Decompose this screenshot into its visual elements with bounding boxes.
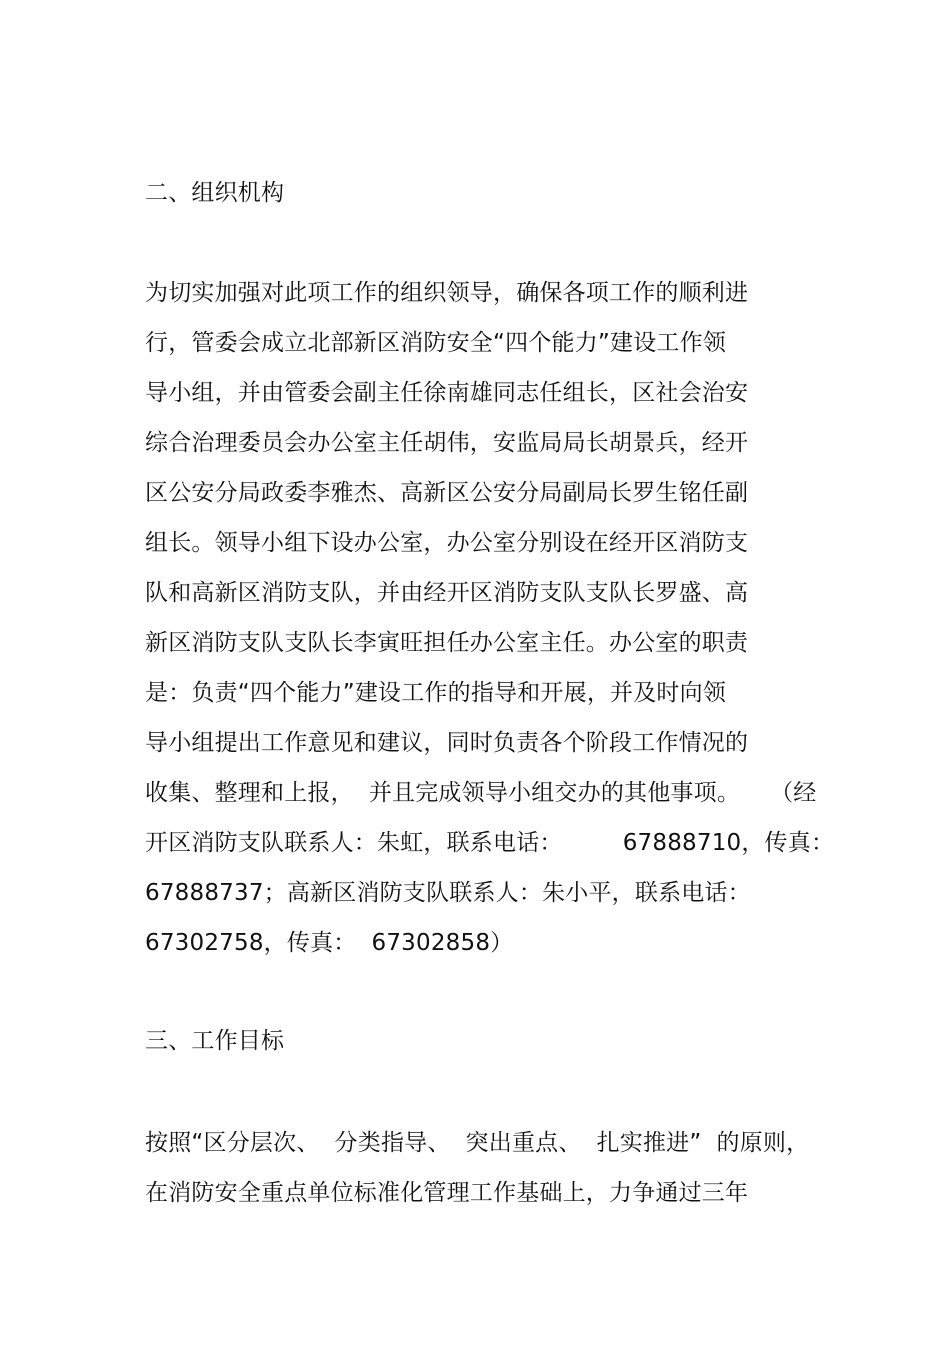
section-heading-work-goals: 三、工作目标 bbox=[145, 1028, 285, 1054]
paragraph-line-contact: 67302758，传真： 67302858） bbox=[145, 930, 514, 956]
paragraph-line: 组长。领导小组下设办公室，办公室分别设在经开区消防支 bbox=[145, 530, 749, 556]
paragraph-line: 导小组提出工作意见和建议，同时负责各个阶段工作情况的 bbox=[145, 730, 749, 756]
section-heading-organization: 二、组织机构 bbox=[145, 180, 285, 206]
paragraph-line: 区公安分局政委李雅杰、高新区公安分局副局长罗生铭任副 bbox=[145, 480, 749, 506]
paragraph-line: 综合治理委员会办公室主任胡伟，安监局局长胡景兵，经开 bbox=[145, 430, 749, 456]
paragraph-line: 队和高新区消防支队，并由经开区消防支队支队长罗盛、高 bbox=[145, 580, 749, 606]
paragraph-line-contact: 开区消防支队联系人：朱虹，联系电话： 67888710，传真： bbox=[145, 830, 835, 856]
paragraph-line: 新区消防支队支队长李寅旺担任办公室主任。办公室的职责 bbox=[145, 630, 749, 656]
paragraph-line: 收集、整理和上报， 并且完成领导小组交办的其他事项。 （经 bbox=[145, 780, 817, 806]
paragraph-line: 为切实加强对此项工作的组织领导，确保各项工作的顺利进 bbox=[145, 280, 749, 306]
paragraph-line: 导小组，并由管委会副主任徐南雄同志任组长，区社会治安 bbox=[145, 380, 749, 406]
paragraph-line: 按照“区分层次、 分类指导、 突出重点、 扎实推进” 的原则， bbox=[145, 1130, 810, 1156]
paragraph-line: 在消防安全重点单位标准化管理工作基础上，力争通过三年 bbox=[145, 1180, 749, 1206]
paragraph-line: 行，管委会成立北部新区消防安全“四个能力”建设工作领 bbox=[145, 330, 727, 356]
paragraph-line: 是：负责“四个能力”建设工作的指导和开展，并及时向领 bbox=[145, 680, 727, 706]
paragraph-line-contact: 67888737；高新区消防支队联系人：朱小平，联系电话： bbox=[145, 880, 751, 906]
